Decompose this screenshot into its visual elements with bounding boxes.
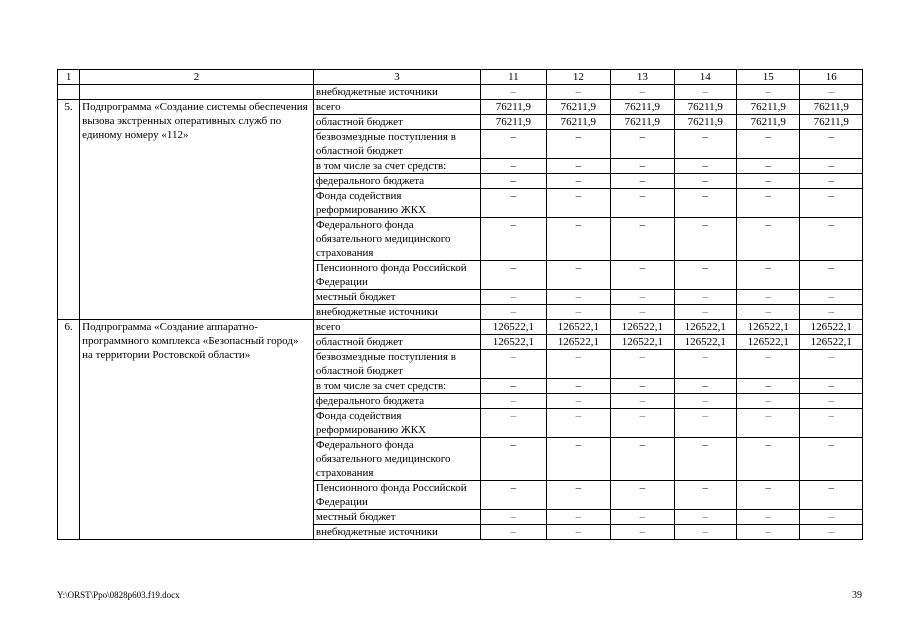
value-cell: – [611, 409, 674, 438]
value-cell: – [737, 525, 800, 540]
header-cell: 16 [800, 70, 863, 85]
value-cell: – [674, 174, 736, 189]
table-body [58, 70, 863, 540]
page-number: 39 [852, 590, 862, 601]
table-row [58, 100, 863, 115]
value-cell: – [674, 189, 736, 218]
value-cell: – [481, 481, 546, 510]
value-cell: – [546, 189, 610, 218]
value-cell: – [546, 438, 610, 481]
value-cell: – [481, 261, 546, 290]
value-cell: – [611, 218, 674, 261]
value-cell: – [546, 290, 610, 305]
value-cell: 126522,1 [737, 335, 800, 350]
header-cell: 12 [546, 70, 610, 85]
header-row [58, 70, 863, 85]
value-cell: – [546, 350, 610, 379]
value-cell: – [674, 394, 736, 409]
value-cell: – [481, 438, 546, 481]
source-cell: Пенсионного фонда Российской Федерации [313, 481, 480, 510]
value-cell: – [800, 189, 863, 218]
value-cell: – [737, 261, 800, 290]
value-cell: – [674, 305, 736, 320]
value-cell: – [737, 189, 800, 218]
header-cell: 3 [313, 70, 480, 85]
value-cell: – [611, 261, 674, 290]
value-cell: – [737, 350, 800, 379]
value-cell: – [674, 159, 736, 174]
value-cell: – [800, 159, 863, 174]
value-cell: – [546, 305, 610, 320]
value-cell: – [737, 290, 800, 305]
value-cell: – [737, 218, 800, 261]
value-cell: – [800, 438, 863, 481]
table-row [58, 85, 863, 100]
value-cell: – [481, 379, 546, 394]
value-cell: – [611, 350, 674, 379]
value-cell: – [800, 394, 863, 409]
value-cell: 76211,9 [737, 100, 800, 115]
value-cell: – [737, 379, 800, 394]
source-cell: всего [313, 320, 480, 335]
value-cell: 126522,1 [800, 335, 863, 350]
header-cell: 13 [611, 70, 674, 85]
value-cell: – [611, 394, 674, 409]
value-cell: 126522,1 [546, 335, 610, 350]
value-cell: 76211,9 [546, 115, 610, 130]
value-cell: – [546, 481, 610, 510]
value-cell: 76211,9 [481, 115, 546, 130]
value-cell: – [800, 174, 863, 189]
value-cell: – [481, 510, 546, 525]
source-cell: федерального бюджета [313, 174, 480, 189]
value-cell: – [611, 159, 674, 174]
value-cell: – [481, 189, 546, 218]
source-cell: всего [313, 100, 480, 115]
value-cell: – [611, 85, 674, 100]
program-number: 6. [58, 320, 80, 540]
value-cell: – [481, 290, 546, 305]
value-cell: – [674, 85, 736, 100]
value-cell: – [674, 218, 736, 261]
source-cell: внебюджетные источники [313, 85, 480, 100]
value-cell: – [481, 130, 546, 159]
value-cell: – [800, 409, 863, 438]
value-cell: – [481, 218, 546, 261]
value-cell: – [611, 510, 674, 525]
source-cell: в том числе за счет средств: [313, 159, 480, 174]
header-cell: 11 [481, 70, 546, 85]
value-cell: – [546, 218, 610, 261]
source-cell: Фонда содействия реформированию ЖКХ [313, 409, 480, 438]
value-cell: 76211,9 [611, 100, 674, 115]
value-cell: – [674, 525, 736, 540]
source-cell: внебюджетные источники [313, 525, 480, 540]
value-cell: – [800, 85, 863, 100]
value-cell: 126522,1 [800, 320, 863, 335]
value-cell: – [674, 510, 736, 525]
value-cell: 126522,1 [737, 320, 800, 335]
value-cell: – [674, 350, 736, 379]
table-row [58, 320, 863, 335]
value-cell: – [611, 290, 674, 305]
header-cell: 1 [58, 70, 80, 85]
value-cell: – [737, 510, 800, 525]
value-cell: – [611, 305, 674, 320]
value-cell: – [674, 409, 736, 438]
value-cell: 126522,1 [481, 335, 546, 350]
program-number: 5. [58, 100, 80, 320]
value-cell: – [737, 305, 800, 320]
source-cell: местный бюджет [313, 290, 480, 305]
value-cell: – [546, 510, 610, 525]
value-cell: – [737, 481, 800, 510]
program-name: Подпрограмма «Создание аппаратно-программного комплекса «Безопасный город» на территории Ростовской области» [80, 320, 314, 540]
value-cell: – [674, 130, 736, 159]
header-cell: 15 [737, 70, 800, 85]
source-cell: Федерального фонда обязательного медицинского страхования [313, 218, 480, 261]
value-cell: – [546, 379, 610, 394]
value-cell: – [611, 130, 674, 159]
value-cell: – [481, 394, 546, 409]
value-cell: – [737, 130, 800, 159]
value-cell: – [546, 525, 610, 540]
empty-cell [58, 85, 80, 100]
value-cell: – [481, 409, 546, 438]
value-cell: 76211,9 [800, 100, 863, 115]
value-cell: – [611, 379, 674, 394]
value-cell: 76211,9 [674, 100, 736, 115]
value-cell: – [737, 85, 800, 100]
value-cell: – [546, 261, 610, 290]
value-cell: – [546, 409, 610, 438]
value-cell: – [800, 261, 863, 290]
value-cell: – [737, 159, 800, 174]
source-cell: внебюджетные источники [313, 305, 480, 320]
value-cell: – [737, 394, 800, 409]
value-cell: – [800, 481, 863, 510]
value-cell: 126522,1 [674, 335, 736, 350]
value-cell: – [611, 174, 674, 189]
value-cell: – [800, 218, 863, 261]
value-cell: – [800, 350, 863, 379]
value-cell: – [481, 305, 546, 320]
value-cell: – [481, 85, 546, 100]
value-cell: 126522,1 [611, 335, 674, 350]
value-cell: – [611, 481, 674, 510]
budget-table [57, 69, 863, 540]
value-cell: 76211,9 [481, 100, 546, 115]
source-cell: в том числе за счет средств: [313, 379, 480, 394]
value-cell: – [737, 438, 800, 481]
value-cell: – [481, 525, 546, 540]
value-cell: – [674, 438, 736, 481]
source-cell: федерального бюджета [313, 394, 480, 409]
value-cell: – [611, 525, 674, 540]
source-cell: областной бюджет [313, 115, 480, 130]
value-cell: – [737, 174, 800, 189]
source-cell: Пенсионного фонда Российской Федерации [313, 261, 480, 290]
source-cell: местный бюджет [313, 510, 480, 525]
value-cell: – [481, 350, 546, 379]
value-cell: – [546, 130, 610, 159]
value-cell: – [800, 510, 863, 525]
value-cell: – [674, 261, 736, 290]
value-cell: 76211,9 [611, 115, 674, 130]
source-cell: Фонда содействия реформированию ЖКХ [313, 189, 480, 218]
value-cell: – [800, 305, 863, 320]
value-cell: 76211,9 [737, 115, 800, 130]
value-cell: – [800, 525, 863, 540]
value-cell: 126522,1 [546, 320, 610, 335]
header-cell: 2 [80, 70, 314, 85]
value-cell: – [800, 290, 863, 305]
value-cell: 126522,1 [611, 320, 674, 335]
value-cell: – [674, 379, 736, 394]
value-cell: – [800, 130, 863, 159]
value-cell: 76211,9 [674, 115, 736, 130]
value-cell: – [674, 481, 736, 510]
source-cell: безвозмездные поступления в областной бюджет [313, 350, 480, 379]
source-cell: Федерального фонда обязательного медицинского страхования [313, 438, 480, 481]
value-cell: – [611, 438, 674, 481]
value-cell: – [546, 394, 610, 409]
value-cell: – [611, 189, 674, 218]
source-cell: безвозмездные поступления в областной бюджет [313, 130, 480, 159]
value-cell: 76211,9 [546, 100, 610, 115]
header-cell: 14 [674, 70, 736, 85]
value-cell: – [546, 159, 610, 174]
value-cell: 76211,9 [800, 115, 863, 130]
value-cell: 126522,1 [481, 320, 546, 335]
value-cell: – [481, 159, 546, 174]
value-cell: 126522,1 [674, 320, 736, 335]
value-cell: – [674, 290, 736, 305]
file-path: Y:\ORST\Ppo\0828p603.f19.docx [57, 590, 180, 600]
value-cell: – [737, 409, 800, 438]
value-cell: – [546, 85, 610, 100]
empty-cell [80, 85, 314, 100]
program-name: Подпрограмма «Создание системы обеспечения вызова экстренных оперативных служб по единому номеру «112» [80, 100, 314, 320]
value-cell: – [481, 174, 546, 189]
value-cell: – [546, 174, 610, 189]
value-cell: – [800, 379, 863, 394]
source-cell: областной бюджет [313, 335, 480, 350]
